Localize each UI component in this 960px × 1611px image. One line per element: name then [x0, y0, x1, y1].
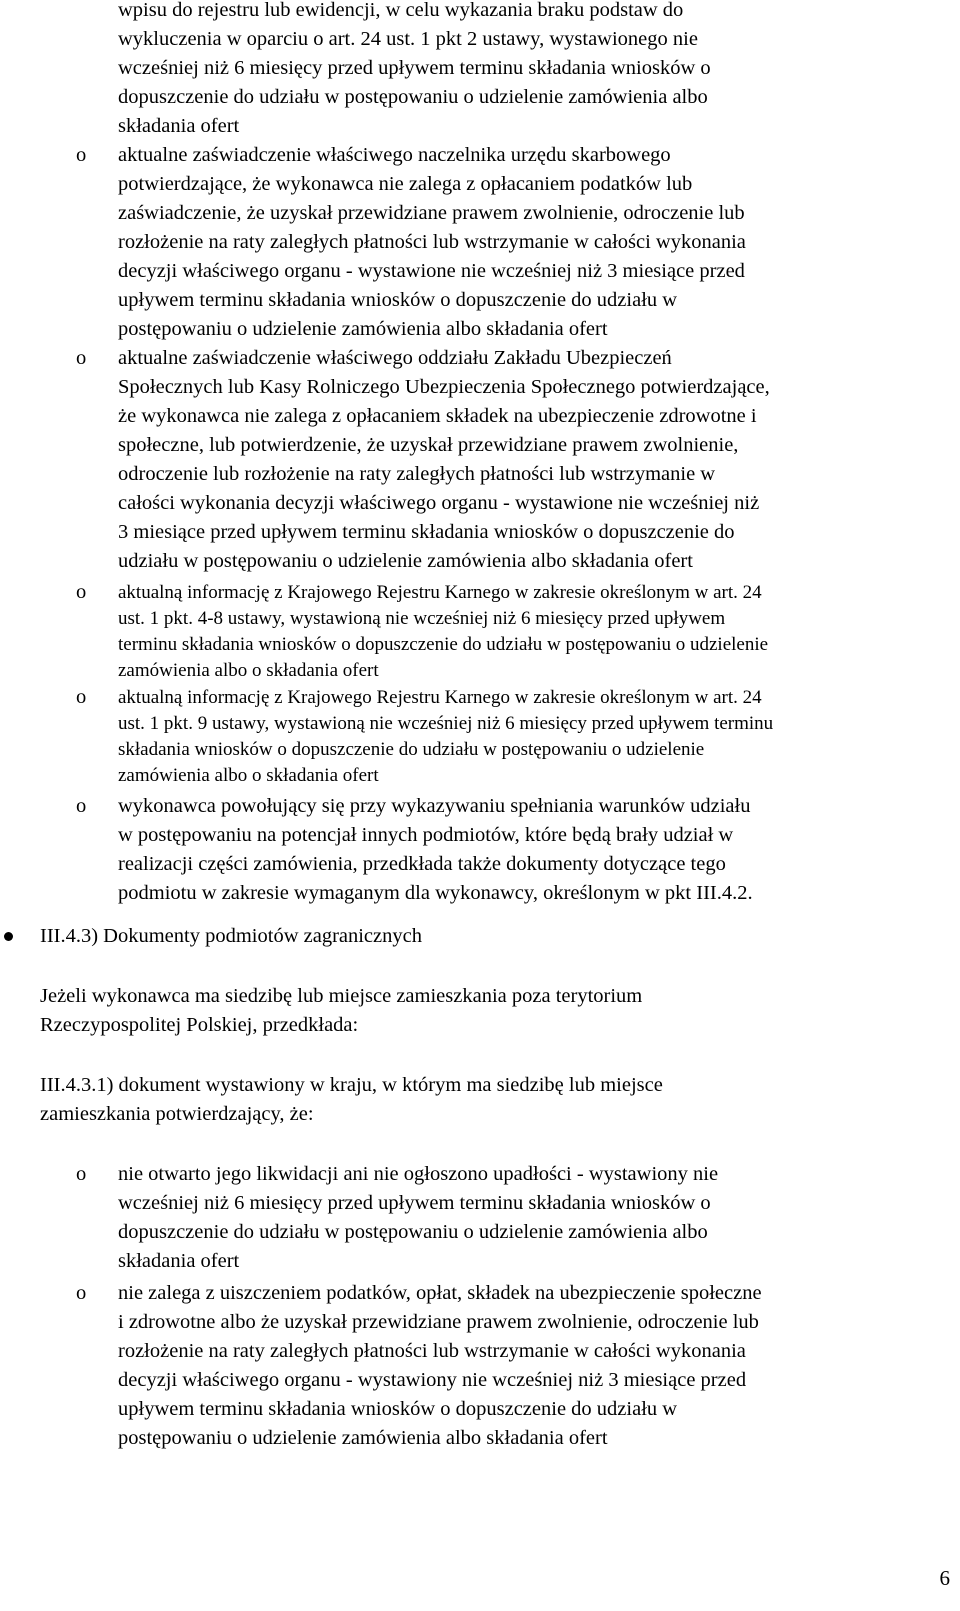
list-marker-circle: o [76, 144, 87, 166]
text-line: dopuszczenie do udziału w postępowaniu o udzielenie zamówienia albo [118, 86, 708, 108]
text-line: potwierdzające, że wykonawca nie zalega z opłacaniem podatków lub [118, 173, 693, 195]
text-line: aktualną informację z Krajowego Rejestru Karnego w zakresie określonym w art. 24 [118, 582, 762, 603]
text-line: wcześniej niż 6 miesięcy przed upływem terminu składania wniosków o [118, 57, 711, 79]
list-marker-circle: o [76, 1163, 87, 1185]
text-line: rozłożenie na raty zaległych płatności lub wstrzymanie w całości wykonania [118, 1340, 746, 1362]
paragraph-line: Rzeczypospolitej Polskiej, przedkłada: [40, 1014, 359, 1036]
subsection-heading-line: zamieszkania potwierdzający, że: [40, 1103, 314, 1125]
text-line: wpisu do rejestru lub ewidencji, w celu wykazania braku podstaw do [118, 0, 684, 21]
list-marker-circle: o [76, 795, 87, 817]
text-line: odroczenie lub rozłożenie na raty zaległych płatności lub wstrzymanie w [118, 463, 716, 485]
text-line: składania ofert [118, 115, 240, 137]
text-line: ust. 1 pkt. 4-8 ustawy, wystawioną nie wcześniej niż 6 miesięcy przed upływem [118, 608, 726, 629]
text-line: i zdrowotne albo że uzyskał przewidziane prawem zwolnienie, odroczenie lub [118, 1311, 759, 1333]
text-line: składania wniosków o dopuszczenie do udziału w postępowaniu o udzielenie [118, 739, 705, 760]
text-line: wcześniej niż 6 miesięcy przed upływem terminu składania wniosków o [118, 1192, 711, 1214]
paragraph-line: Jeżeli wykonawca ma siedzibę lub miejsce zamieszkania poza terytorium [40, 985, 643, 1007]
text-line: aktualne zaświadczenie właściwego oddziału Zakładu Ubezpieczeń [118, 347, 672, 369]
text-line: zaświadczenie, że uzyskał przewidziane prawem zwolnienie, odroczenie lub [118, 202, 745, 224]
text-line: podmiotu w zakresie wymaganym dla wykonawcy, określonym w pkt III.4.2. [118, 882, 753, 904]
section-heading: III.4.3) Dokumenty podmiotów zagranicznych [40, 925, 422, 947]
text-line: wykluczenia w oparciu o art. 24 ust. 1 pkt 2 ustawy, wystawionego nie [118, 28, 698, 50]
text-line: że wykonawca nie zalega z opłacaniem składek na ubezpieczenie zdrowotne i [118, 405, 757, 427]
text-line: terminu składania wniosków o dopuszczenie do udziału w postępowaniu o udzielenie [118, 634, 769, 655]
text-line: upływem terminu składania wniosków o dopuszczenie do udziału w [118, 289, 678, 311]
text-line: całości wykonania decyzji właściwego organu - wystawione nie wcześniej niż [118, 492, 760, 514]
text-line: decyzji właściwego organu - wystawiony nie wcześniej niż 3 miesiące przed [118, 1369, 747, 1391]
text-line: zamówienia albo o składania ofert [118, 765, 379, 786]
list-marker-circle: o [76, 581, 87, 603]
text-line: składania ofert [118, 1250, 240, 1272]
text-line: udziału w postępowaniu o udzielenie zamówienia albo składania ofert [118, 550, 693, 572]
text-line: nie otwarto jego likwidacji ani nie ogłoszono upadłości - wystawiony nie [118, 1163, 719, 1185]
text-line: w postępowaniu na potencjał innych podmiotów, które będą brały udział w [118, 824, 734, 846]
text-line: realizacji części zamówienia, przedkłada także dokumenty dotyczące tego [118, 853, 726, 875]
text-line: ust. 1 pkt. 9 ustawy, wystawioną nie wcześniej niż 6 miesięcy przed upływem terminu [118, 713, 774, 734]
text-line: postępowaniu o udzielenie zamówienia albo składania ofert [118, 318, 608, 340]
text-line: upływem terminu składania wniosków o dopuszczenie do udziału w [118, 1398, 678, 1420]
bullet-dot-icon [4, 932, 13, 941]
text-line: decyzji właściwego organu - wystawione nie wcześniej niż 3 miesiące przed [118, 260, 745, 282]
text-line: wykonawca powołujący się przy wykazywaniu spełniania warunków udziału [118, 795, 751, 817]
list-marker-circle: o [76, 347, 87, 369]
list-marker-circle: o [76, 686, 87, 708]
text-line: rozłożenie na raty zaległych płatności lub wstrzymanie w całości wykonania [118, 231, 746, 253]
subsection-heading-line: III.4.3.1) dokument wystawiony w kraju, w którym ma siedzibę lub miejsce [40, 1074, 663, 1096]
text-line: społeczne, lub potwierdzenie, że uzyskał przewidziane prawem zwolnienie, [118, 434, 739, 456]
text-line: 3 miesiące przed upływem terminu składania wniosków o dopuszczenie do [118, 521, 735, 543]
text-line: Społecznych lub Kasy Rolniczego Ubezpieczenia Społecznego potwierdzające, [118, 376, 770, 398]
text-line: nie zalega z uiszczeniem podatków, opłat, składek na ubezpieczenie społeczne [118, 1282, 762, 1304]
text-line: aktualne zaświadczenie właściwego naczelnika urzędu skarbowego [118, 144, 671, 166]
page-number: 6 [939, 1566, 950, 1590]
text-line: dopuszczenie do udziału w postępowaniu o udzielenie zamówienia albo [118, 1221, 708, 1243]
list-marker-circle: o [76, 1282, 87, 1304]
text-line: postępowaniu o udzielenie zamówienia albo składania ofert [118, 1427, 608, 1449]
text-line: aktualną informację z Krajowego Rejestru Karnego w zakresie określonym w art. 24 [118, 687, 762, 708]
text-line: zamówienia albo o składania ofert [118, 660, 379, 681]
